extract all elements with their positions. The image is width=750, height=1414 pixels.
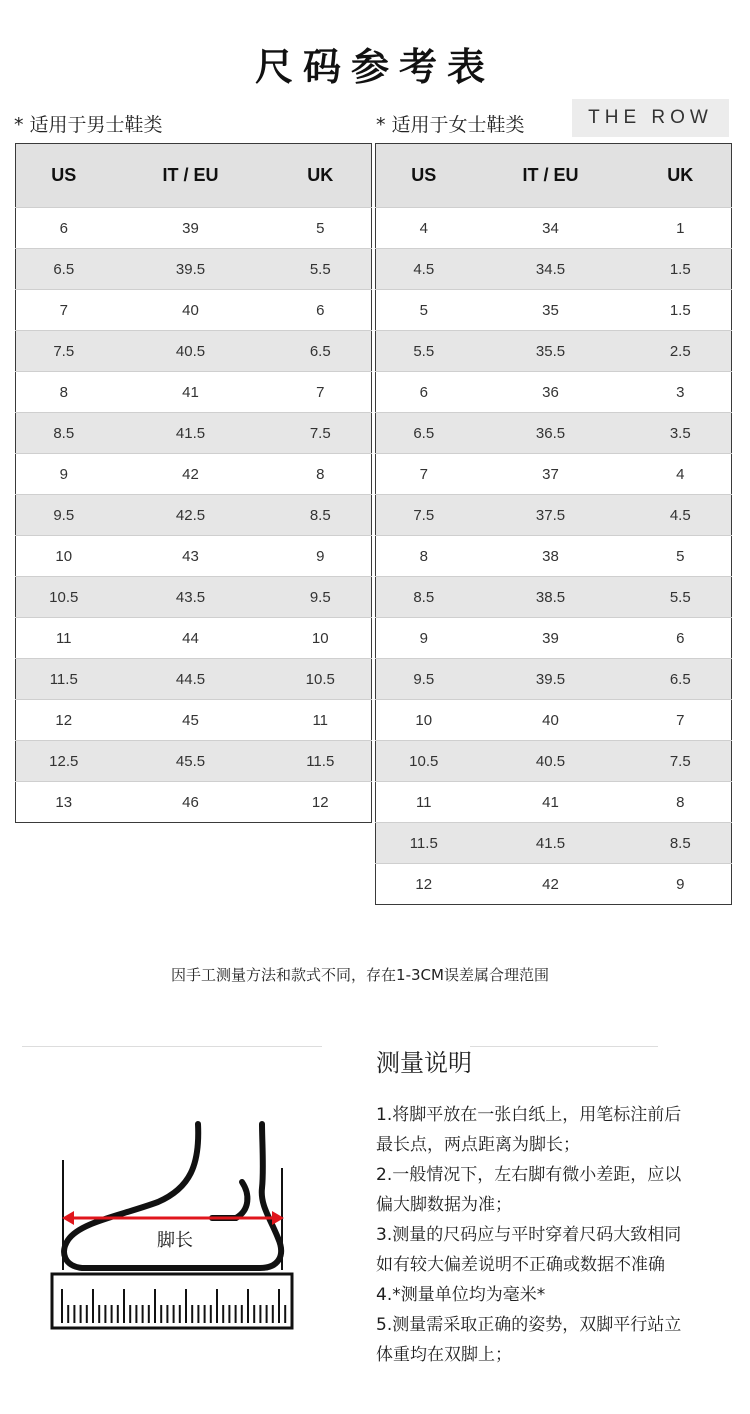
table-row <box>376 290 732 331</box>
uk-size-cell: 4 <box>630 454 732 495</box>
table-row <box>376 618 732 659</box>
us-size-cell: 6.5 <box>16 249 112 290</box>
eu-size-cell: 46 <box>112 782 270 823</box>
eu-size-cell: 44.5 <box>112 659 270 700</box>
uk-size-cell: 12 <box>270 782 372 823</box>
eu-size-cell: 35 <box>472 290 630 331</box>
eu-size-cell: 38.5 <box>472 577 630 618</box>
men-table-subtitle: * 适用于男士鞋类 <box>14 114 163 136</box>
uk-size-cell: 3.5 <box>630 413 732 454</box>
table-row <box>16 618 372 659</box>
table-row <box>16 454 372 495</box>
table-row <box>16 290 372 331</box>
uk-size-cell: 5 <box>630 536 732 577</box>
foot-length-label: 脚长 <box>157 1230 193 1251</box>
table-row <box>376 782 732 823</box>
uk-size-cell: 4.5 <box>630 495 732 536</box>
table-row <box>376 864 732 905</box>
table-row <box>16 741 372 782</box>
instruction-item: 1.将脚平放在一张白纸上，用笔标注前后最长点，两点距离为脚长； <box>376 1105 682 1155</box>
us-size-cell: 8.5 <box>376 577 472 618</box>
brand-logo: THE ROW <box>572 99 729 137</box>
uk-size-cell: 6 <box>630 618 732 659</box>
ruler-icon <box>52 1274 292 1328</box>
table-row <box>376 372 732 413</box>
us-size-cell: 9 <box>376 618 472 659</box>
us-size-cell: 8 <box>376 536 472 577</box>
table-row <box>16 700 372 741</box>
foot-measurement-illustration <box>40 1110 310 1335</box>
eu-size-cell: 34.5 <box>472 249 630 290</box>
table-row <box>376 413 732 454</box>
instruction-item: 5.测量需采取正确的姿势，双脚平行站立体重均在双脚上； <box>376 1315 682 1365</box>
table-row <box>16 208 372 249</box>
uk-size-cell: 9 <box>270 536 372 577</box>
eu-size-cell: 39.5 <box>112 249 270 290</box>
us-size-cell: 8.5 <box>16 413 112 454</box>
us-size-cell: 4 <box>376 208 472 249</box>
column-header-us: US <box>376 144 472 208</box>
eu-size-cell: 40.5 <box>472 741 630 782</box>
table-row <box>376 495 732 536</box>
us-size-cell: 11.5 <box>16 659 112 700</box>
eu-size-cell: 45.5 <box>112 741 270 782</box>
us-size-cell: 11.5 <box>376 823 472 864</box>
table-row <box>376 536 732 577</box>
us-size-cell: 10.5 <box>16 577 112 618</box>
measurement-instructions <box>376 1100 696 1370</box>
table-row <box>16 495 372 536</box>
us-size-cell: 12 <box>16 700 112 741</box>
column-header-us: US <box>16 144 112 208</box>
table-row <box>16 372 372 413</box>
eu-size-cell: 34 <box>472 208 630 249</box>
eu-size-cell: 37 <box>472 454 630 495</box>
uk-size-cell: 8.5 <box>630 823 732 864</box>
us-size-cell: 12 <box>376 864 472 905</box>
uk-size-cell: 5 <box>270 208 372 249</box>
uk-size-cell: 1.5 <box>630 249 732 290</box>
uk-size-cell: 2.5 <box>630 331 732 372</box>
table-row <box>376 823 732 864</box>
table-row <box>16 249 372 290</box>
table-row <box>376 659 732 700</box>
eu-size-cell: 36 <box>472 372 630 413</box>
measurement-title: 测量说明 <box>376 1049 472 1077</box>
table-row <box>376 741 732 782</box>
us-size-cell: 6.5 <box>376 413 472 454</box>
uk-size-cell: 7.5 <box>630 741 732 782</box>
uk-size-cell: 11 <box>270 700 372 741</box>
divider-left <box>22 1046 322 1047</box>
us-size-cell: 5.5 <box>376 331 472 372</box>
table-row <box>376 249 732 290</box>
eu-size-cell: 40.5 <box>112 331 270 372</box>
table-row <box>376 454 732 495</box>
column-header-eu: IT / EU <box>112 144 270 208</box>
table-row <box>376 208 732 249</box>
instruction-item: 2.一般情况下，左右脚有微小差距，应以偏大脚数据为准； <box>376 1165 682 1215</box>
eu-size-cell: 40 <box>472 700 630 741</box>
column-header-eu: IT / EU <box>472 144 630 208</box>
ankle-bone-icon <box>212 1182 247 1218</box>
uk-size-cell: 6 <box>270 290 372 331</box>
uk-size-cell: 9 <box>630 864 732 905</box>
us-size-cell: 10 <box>16 536 112 577</box>
table-header-row <box>16 144 372 208</box>
eu-size-cell: 39 <box>112 208 270 249</box>
page-title: 尺码参考表 <box>254 45 495 89</box>
uk-size-cell: 5.5 <box>270 249 372 290</box>
us-size-cell: 13 <box>16 782 112 823</box>
table-row <box>16 782 372 823</box>
uk-size-cell: 7 <box>630 700 732 741</box>
eu-size-cell: 41.5 <box>472 823 630 864</box>
uk-size-cell: 5.5 <box>630 577 732 618</box>
eu-size-cell: 35.5 <box>472 331 630 372</box>
table-row <box>376 331 732 372</box>
us-size-cell: 10 <box>376 700 472 741</box>
us-size-cell: 7 <box>16 290 112 331</box>
divider-right <box>470 1046 658 1047</box>
us-size-cell: 6 <box>376 372 472 413</box>
us-size-cell: 11 <box>16 618 112 659</box>
uk-size-cell: 7.5 <box>270 413 372 454</box>
us-size-cell: 7.5 <box>376 495 472 536</box>
us-size-cell: 7 <box>376 454 472 495</box>
us-size-cell: 7.5 <box>16 331 112 372</box>
eu-size-cell: 40 <box>112 290 270 331</box>
eu-size-cell: 41.5 <box>112 413 270 454</box>
eu-size-cell: 42 <box>472 864 630 905</box>
uk-size-cell: 10.5 <box>270 659 372 700</box>
eu-size-cell: 41 <box>112 372 270 413</box>
us-size-cell: 9 <box>16 454 112 495</box>
us-size-cell: 9.5 <box>376 659 472 700</box>
uk-size-cell: 1.5 <box>630 290 732 331</box>
eu-size-cell: 38 <box>472 536 630 577</box>
us-size-cell: 5 <box>376 290 472 331</box>
us-size-cell: 9.5 <box>16 495 112 536</box>
uk-size-cell: 8 <box>270 454 372 495</box>
table-row <box>16 413 372 454</box>
uk-size-cell: 7 <box>270 372 372 413</box>
eu-size-cell: 39.5 <box>472 659 630 700</box>
table-row <box>16 331 372 372</box>
eu-size-cell: 43 <box>112 536 270 577</box>
eu-size-cell: 36.5 <box>472 413 630 454</box>
eu-size-cell: 42 <box>112 454 270 495</box>
table-row <box>16 536 372 577</box>
uk-size-cell: 11.5 <box>270 741 372 782</box>
uk-size-cell: 1 <box>630 208 732 249</box>
eu-size-cell: 37.5 <box>472 495 630 536</box>
instruction-item: 4.*测量单位均为毫米* <box>376 1285 546 1305</box>
women-table-subtitle: * 适用于女士鞋类 <box>376 114 525 136</box>
uk-size-cell: 6.5 <box>630 659 732 700</box>
table-row <box>16 659 372 700</box>
us-size-cell: 8 <box>16 372 112 413</box>
us-size-cell: 6 <box>16 208 112 249</box>
eu-size-cell: 39 <box>472 618 630 659</box>
uk-size-cell: 10 <box>270 618 372 659</box>
table-row <box>16 577 372 618</box>
men-size-table <box>15 143 372 823</box>
uk-size-cell: 8.5 <box>270 495 372 536</box>
measurement-tolerance-note: 因手工测量方法和款式不同，存在1-3CM误差属合理范围 <box>171 966 549 984</box>
column-header-uk: UK <box>270 144 372 208</box>
table-row <box>376 577 732 618</box>
table-row <box>376 700 732 741</box>
uk-size-cell: 3 <box>630 372 732 413</box>
instruction-item: 3.测量的尺码应与平时穿着尺码大致相同如有较大偏差说明不正确或数据不准确 <box>376 1225 682 1275</box>
eu-size-cell: 42.5 <box>112 495 270 536</box>
eu-size-cell: 44 <box>112 618 270 659</box>
eu-size-cell: 43.5 <box>112 577 270 618</box>
us-size-cell: 11 <box>376 782 472 823</box>
column-header-uk: UK <box>630 144 732 208</box>
uk-size-cell: 9.5 <box>270 577 372 618</box>
us-size-cell: 4.5 <box>376 249 472 290</box>
eu-size-cell: 45 <box>112 700 270 741</box>
table-header-row <box>376 144 732 208</box>
women-size-table <box>375 143 732 905</box>
uk-size-cell: 8 <box>630 782 732 823</box>
uk-size-cell: 6.5 <box>270 331 372 372</box>
eu-size-cell: 41 <box>472 782 630 823</box>
us-size-cell: 10.5 <box>376 741 472 782</box>
us-size-cell: 12.5 <box>16 741 112 782</box>
